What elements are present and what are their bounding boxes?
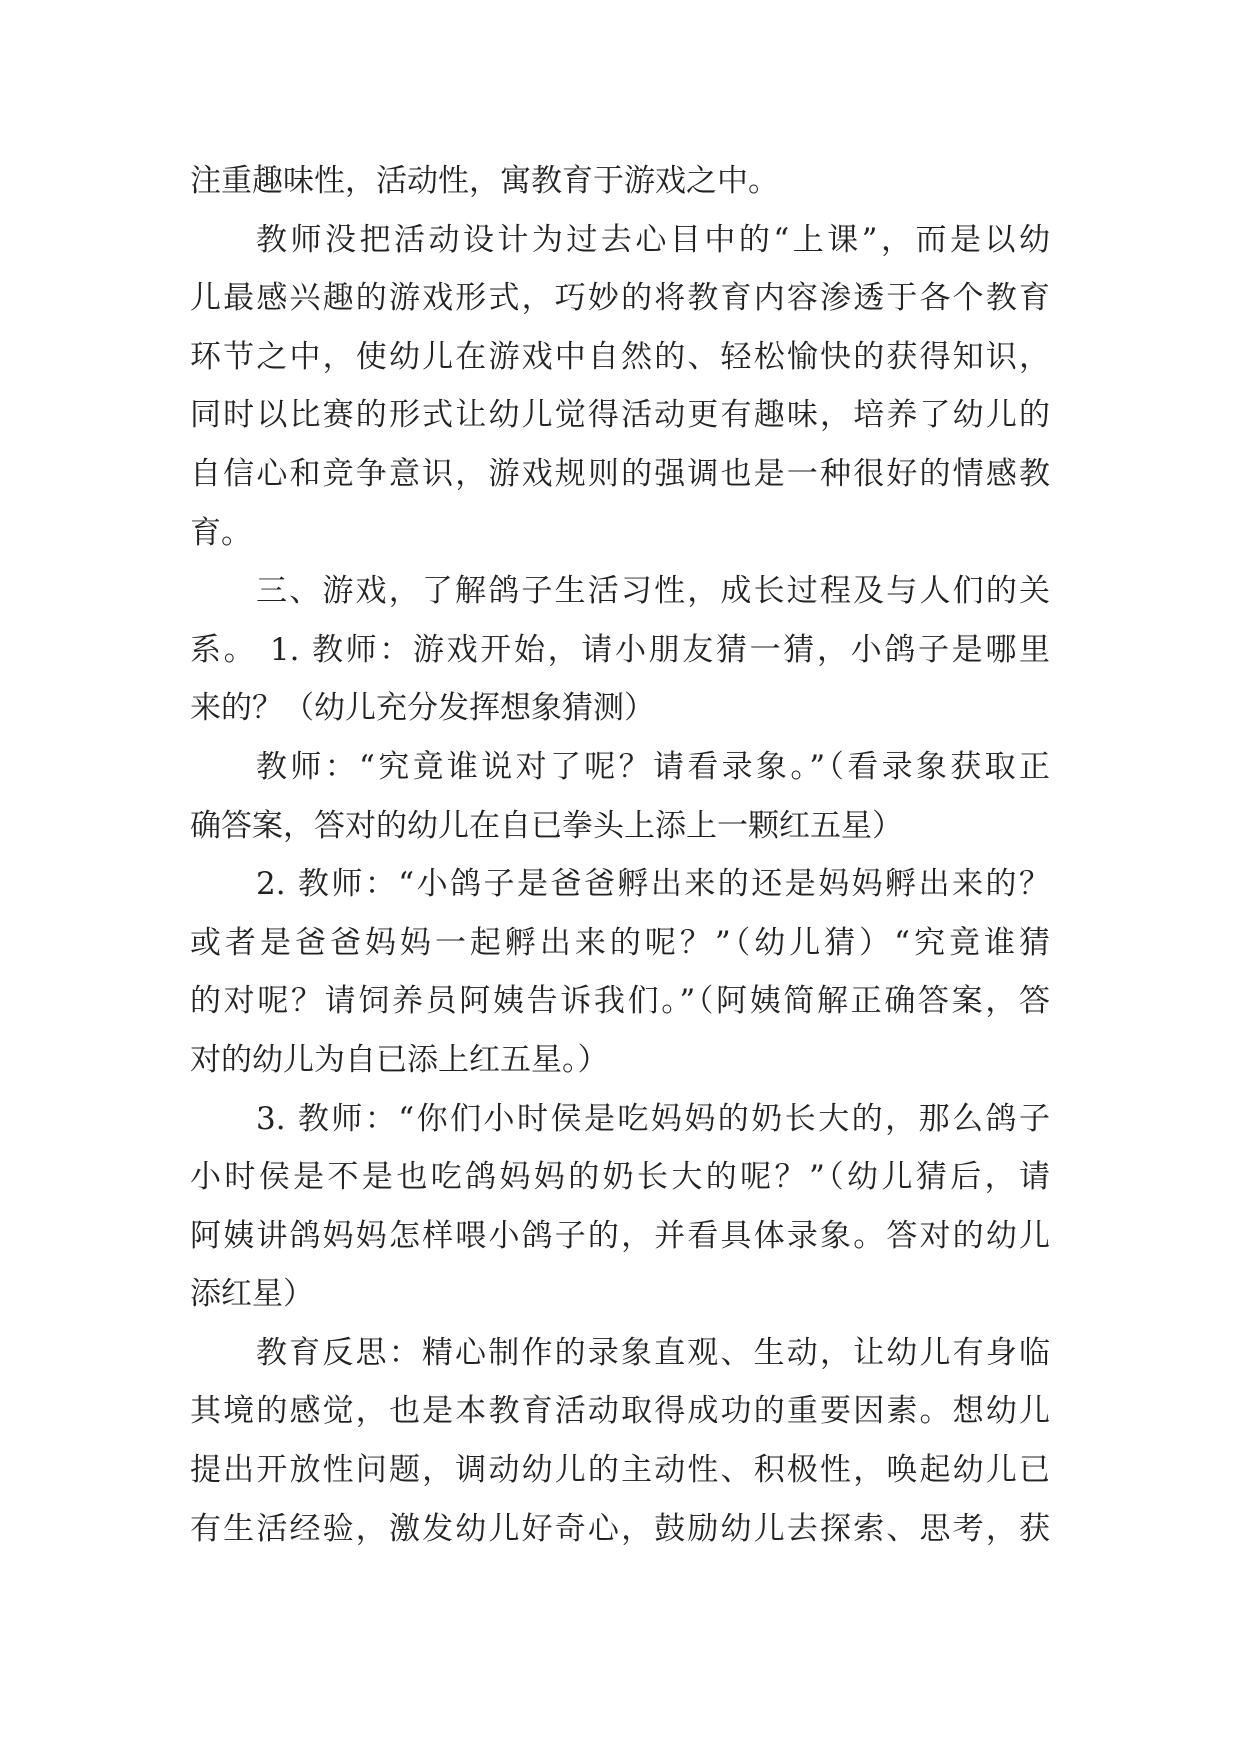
text-line: 三、游戏，了解鸽子生活习性，成长过程及与人们的关 [256,573,1050,610]
text-line: 添红星） [190,1276,314,1313]
body-text [190,152,1050,1558]
text-line: 确答案，答对的幼儿在自已拳头上添上一颗红五星） [190,807,903,844]
text-line: 系。 1. 教师：游戏开始，请小朋友猜一猜，小鸽子是哪里 [190,631,1050,668]
text-line: 自信心和竞争意识，游戏规则的强调也是一种很好的情感教 [190,455,1050,492]
text-line: 阿姨讲鸽妈妈怎样喂小鸽子的，并看具体录象。答对的幼儿 [190,1217,1050,1254]
text-line: 教师：“究竟谁说对了呢？请看录象。”（看录象获取正 [256,748,1050,785]
text-line: 其境的感觉，也是本教育活动取得成功的重要因素。想幼儿 [190,1393,1050,1430]
text-line: 有生活经验，激发幼儿好奇心，鼓励幼儿去探索、思考，获 [190,1510,1050,1547]
text-line: 同时以比赛的形式让幼儿觉得活动更有趣味，培养了幼儿的 [190,397,1050,434]
text-line: 提出开放性问题，调动幼儿的主动性、积极性，唤起幼儿已 [190,1452,1050,1489]
text-line: 的对呢？请饲养员阿姨告诉我们。”（阿姨简解正确答案，答 [190,983,1050,1020]
text-line: 小时侯是不是也吃鸽妈妈的奶长大的呢？”（幼儿猜后，请 [190,1159,1050,1196]
text-line: 或者是爸爸妈妈一起孵出来的呢？”（幼儿猜）“究竟谁猜 [190,924,1050,961]
text-line: 教师没把活动设计为过去心目中的“上课”，而是以幼 [256,221,1050,258]
text-line: 育。 [190,514,252,551]
text-line: 环节之中，使幼儿在游戏中自然的、轻松愉快的获得知识， [190,338,1050,375]
text-line: 注重趣味性，活动性，寓教育于游戏之中。 [190,163,779,199]
text-line: 儿最感兴趣的游戏形式，巧妙的将教育内容渗透于各个教育 [190,280,1050,317]
text-line: 2. 教师：“小鸽子是爸爸孵出来的还是妈妈孵出来的？ [256,866,1050,903]
text-line: 来的？（幼儿充分发挥想象猜测） [190,690,655,727]
text-line: 教育反思：精心制作的录象直观、生动，让幼儿有身临 [256,1334,1050,1371]
text-line: 对的幼儿为自已添上红五星。） [190,1041,609,1078]
text-line: 3. 教师：“你们小时侯是吃妈妈的奶长大的，那么鸽子 [256,1100,1050,1137]
